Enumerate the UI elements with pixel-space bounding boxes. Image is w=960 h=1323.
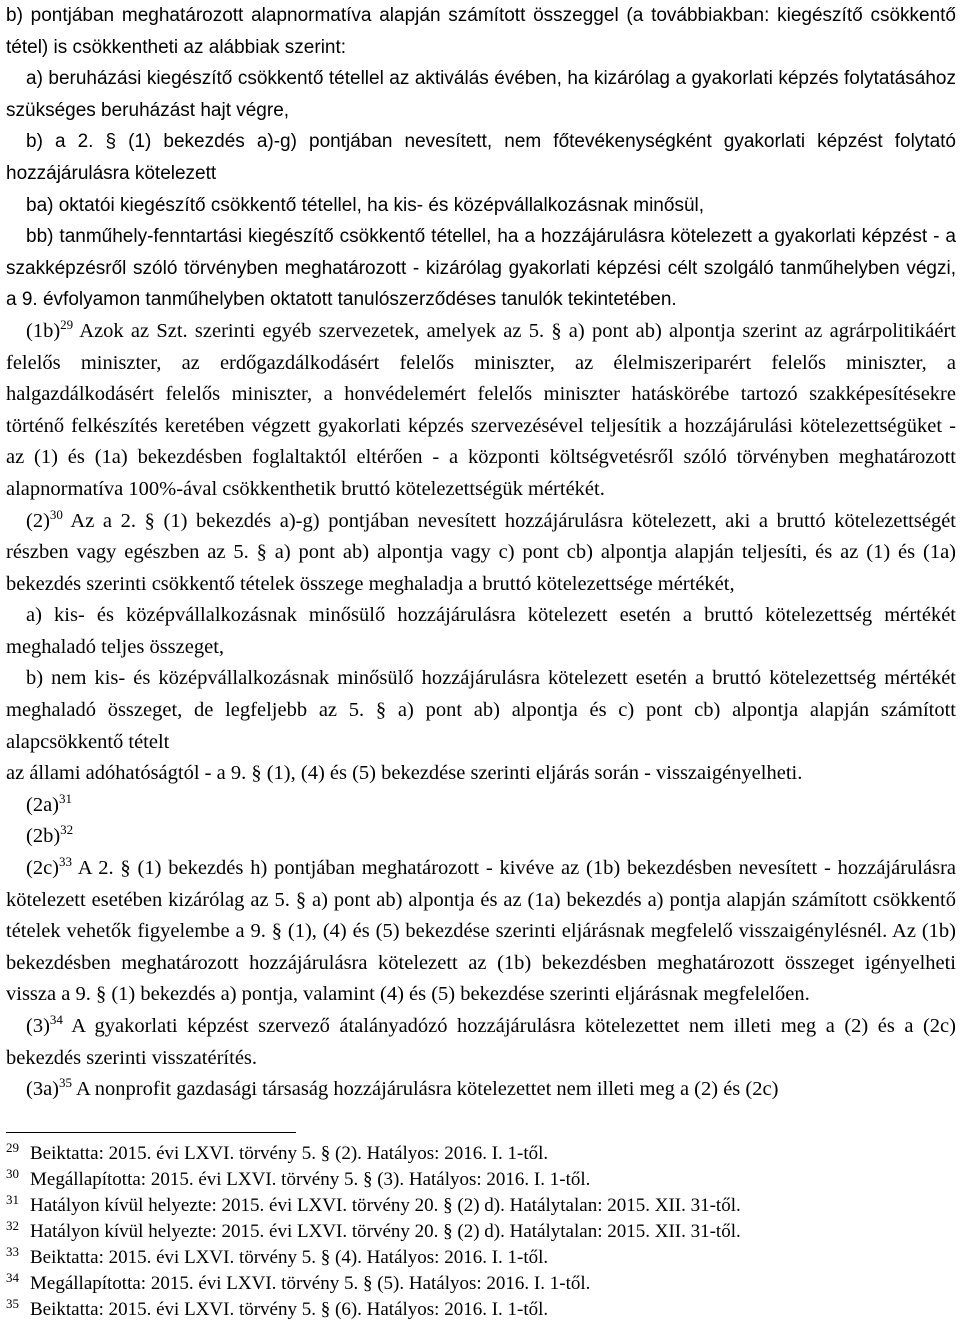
footnote-number: 33 [6, 1243, 19, 1259]
footnote-text: Beiktatta: 2015. évi LXVI. törvény 5. § (4). Hatályos: 2016. I. 1-től. [30, 1246, 549, 1268]
paragraph [6, 790, 956, 822]
paragraph-mark: (3) [26, 1015, 50, 1037]
paragraph [6, 758, 956, 790]
footnote-number: 30 [6, 1165, 19, 1181]
footnote [6, 1271, 956, 1297]
paragraph-text: b) a 2. § (1) bekezdés a)-g) pontjában nevesített, nem főtevékenységként gyakorlati képzést folytató hozzájárulásra kötelezett [6, 131, 956, 184]
paragraph [6, 0, 956, 63]
footnote-ref[interactable]: 35 [59, 1075, 73, 1091]
paragraph-text: Az a 2. § (1) bekezdés a)-g) pontjában nevesített hozzájárulásra kötelezett, aki a bruttó kötelezettségét részben vagy egészben az 5. § a) pont ab) alpontja vagy c) pont cb) alpontja alapján teljesíti, és az (1) és (1a) bekezdés szerinti csökkentő tételek összege meghaladja a bruttó kötelezettsége mértékét, [6, 509, 956, 595]
footnote-ref[interactable]: 33 [59, 854, 73, 870]
paragraph [6, 1074, 956, 1106]
footnote [6, 1245, 956, 1271]
paragraph-text: A 2. § (1) bekezdés h) pontjában meghatározott - kivéve az (1b) bekezdésben nevesített - hozzájárulásra kötelezett esetében kizárólag az 5. § a) pont ab) alpontja és az (1a) bekezdés a) pontja alapján számított csökkentő tételek vehetők figyelembe a 9. § (1), (4) és (5) bekezdése szerinti eljárásnak megfelelő visszaigénylésnél. Az (1b) bekezdésben meghatározott hozzájárulásra kötelezett az (1b) bekezdésben meghatározott összeget igényelheti vissza a 9. § (1) bekezdés a) pontja, valamint (4) és (5) bekezdése szerinti eljárásnak megfelelően. [6, 857, 956, 1006]
footnote-text: Megállapította: 2015. évi LXVI. törvény 5. § (3). Hatályos: 2016. I. 1-től. [30, 1168, 591, 1190]
paragraph [6, 221, 956, 316]
footnote-text: Megállapította: 2015. évi LXVI. törvény 5. § (5). Hatályos: 2016. I. 1-től. [30, 1272, 591, 1294]
paragraph [6, 600, 956, 663]
paragraph [6, 63, 956, 126]
footnote [6, 1193, 956, 1219]
footnote-ref[interactable]: 34 [49, 1012, 63, 1028]
paragraph-text: az állami adóhatóságtól - a 9. § (1), (4) és (5) bekezdése szerinti eljárás során - visszaigényelheti. [6, 762, 803, 785]
footnote-number: 35 [6, 1295, 19, 1311]
footnote-divider [6, 1132, 296, 1133]
footnote-text: Hatályon kívül helyezte: 2015. évi LXVI. törvény 20. § (2) d). Hatálytalan: 2015. XII. 31-től. [30, 1220, 741, 1242]
paragraph [6, 853, 956, 1011]
footnote-number: 34 [6, 1269, 19, 1285]
paragraph [6, 1011, 956, 1074]
footnote-number: 32 [6, 1217, 19, 1233]
paragraph-text: Azok az Szt. szerinti egyéb szervezetek, amelyek az 5. § a) pont ab) alpontja szerint az agrárpolitikáért felelős miniszter, az erdőgazdálkodásért felelős miniszter, az élelmiszeriparért felelős miniszter, a halgazdálkodásért felelős miniszter, a honvédelemért felelős miniszter hatáskörébe tartozó szakképesítésekre történő felkészítés keretében végzett gyakorlati képzés szervezésével teljesítik a hozzájárulási kötelezettségüket - az (1) és (1a) bekezdésben foglaltaktól eltérően - a központi költségvetésről szóló törvényben meghatározott alapnormatíva 100%-ával csökkenthetik bruttó kötelezettségük mértékét. [6, 319, 956, 500]
paragraph-text: A nonprofit gazdasági társaság hozzájárulásra kötelezettet nem illeti meg a (2) és (2c) [72, 1078, 779, 1101]
paragraph-text: bb) tanműhely-fenntartási kiegészítő csökkentő tétellel, ha a hozzájárulásra kötelezett a gyakorlati képzést - a szakképzésről szóló törvényben meghatározott - kizárólag gyakorlati képzési célt szolgáló tanműhelyben végzi, a 9. évfolyamon tanműhelyben oktatott tanulószerződéses tanulók tekintetében. [6, 226, 956, 311]
paragraph-text: a) beruházási kiegészítő csökkentő tétellel az aktiválás évében, ha kizárólag a gyakorlati képzés folytatásához szükséges beruházást hajt végre, [6, 68, 956, 121]
body-text [6, 0, 956, 1106]
paragraph [6, 821, 956, 853]
footnote-ref[interactable]: 31 [59, 791, 73, 807]
paragraph [6, 663, 956, 758]
paragraph-text: A gyakorlati képzést szervező átalányadózó hozzájárulásra kötelezettet nem illeti meg a (2) és a (2c) bekezdés szerinti visszatérítés. [6, 1015, 956, 1069]
paragraph [6, 190, 956, 222]
footnote-ref[interactable]: 32 [60, 822, 74, 838]
footnote-number: 31 [6, 1191, 19, 1207]
footnote-text: Hatályon kívül helyezte: 2015. évi LXVI. törvény 20. § (2) d). Hatálytalan: 2015. XII. 31-től. [30, 1194, 741, 1216]
footnote-ref[interactable]: 29 [60, 317, 74, 333]
footnote-text: Beiktatta: 2015. évi LXVI. törvény 5. § (2). Hatályos: 2016. I. 1-től. [30, 1142, 549, 1164]
paragraph-text: ba) oktatói kiegészítő csökkentő tétellel, ha kis- és középvállalkozásnak minősül, [26, 194, 705, 216]
footnote-ref[interactable]: 30 [49, 506, 63, 522]
footnote [6, 1141, 956, 1167]
footnote [6, 1219, 956, 1245]
footnote [6, 1167, 956, 1193]
paragraph-mark: (1b) [26, 319, 61, 342]
paragraph-mark: (2) [26, 509, 50, 532]
paragraph-text: a) kis- és középvállalkozásnak minősülő hozzájárulásra kötelezett esetén a bruttó kötelezettség mértékét meghaladó teljes összeget, [6, 604, 956, 658]
paragraph [6, 506, 956, 601]
paragraph-mark: (3a) [26, 1078, 60, 1101]
paragraph-mark: (2b) [26, 825, 61, 848]
paragraph-text: b) pontjában meghatározott alapnormatíva alapján számított összeggel (a továbbiakban: kiegészítő csökkentő tétel) is csökkentheti az alábbiak szerint: [6, 5, 956, 58]
footnote-text: Beiktatta: 2015. évi LXVI. törvény 5. § (6). Hatályos: 2016. I. 1-től. [30, 1298, 549, 1320]
paragraph [6, 126, 956, 189]
paragraph-text: b) nem kis- és középvállalkozásnak minősülő hozzájárulásra kötelezett esetén a bruttó kötelezettség mértékét meghaladó összeget, de legfeljebb az 5. § a) pont ab) alpontja és c) pont cb) alpontja alapján számított alapcsökkentő tételt [6, 667, 956, 753]
footnote-number: 29 [6, 1139, 19, 1155]
paragraph-mark: (2a) [26, 793, 60, 816]
paragraph-mark: (2c) [26, 857, 60, 880]
footnotes [6, 1141, 956, 1323]
paragraph [6, 316, 956, 506]
